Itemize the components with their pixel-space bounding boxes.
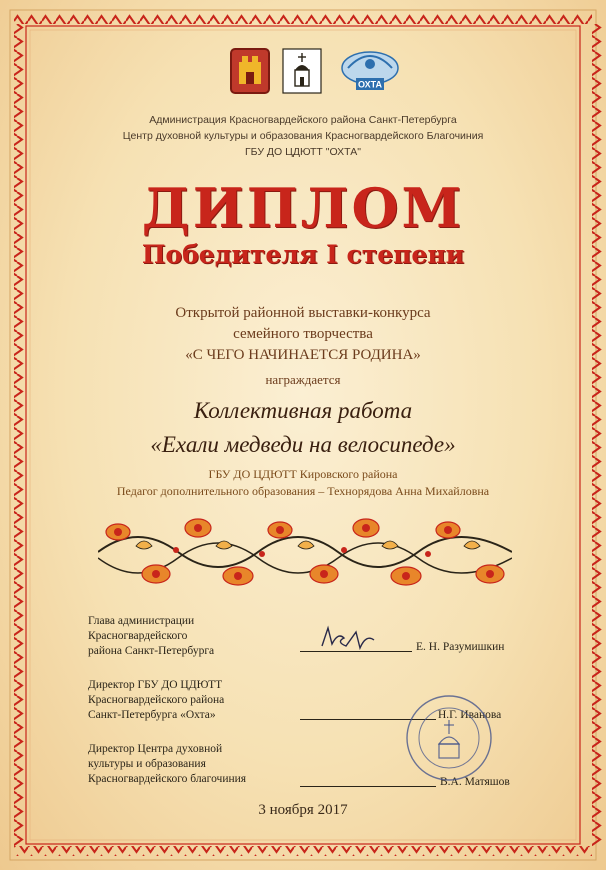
awarded-text: награждается bbox=[265, 372, 341, 387]
signature-2-title-text: Директор ГБУ ДО ЦДЮТТ Красногвардейского района Санкт-Петербурга «Охта» bbox=[88, 679, 225, 721]
signature-2-name: Н.Г. Иванова bbox=[438, 709, 502, 721]
diploma-subtitle: Победителя I степени bbox=[141, 240, 465, 269]
contest-line-3: «С ЧЕГО НАЧИНАЕТСЯ РОДИНА» bbox=[185, 347, 421, 363]
work-block bbox=[0, 394, 606, 462]
okhta-logo bbox=[338, 48, 402, 94]
header-line-3: ГБУ ДО ЦДЮТТ "ОХТА" bbox=[245, 146, 361, 158]
teacher-line-1: ГБУ ДО ЦДЮТТ Кировского района bbox=[208, 467, 398, 481]
signature-1-handwriting bbox=[316, 624, 380, 654]
signature-1-title-text: Глава администрации Красногвардейского района Санкт-Петербурга bbox=[88, 615, 215, 657]
teacher-block bbox=[0, 466, 606, 500]
signature-1-name: Е. Н. Разумишкин bbox=[416, 641, 505, 653]
signature-2-title bbox=[88, 678, 224, 723]
signature-3-title bbox=[88, 742, 246, 787]
issue-date: 3 ноября 2017 bbox=[258, 802, 348, 818]
contest-line-2: семейного творчества bbox=[233, 326, 373, 342]
header-line-1: Администрация Красногвардейского района Санкт-Петербурга bbox=[149, 114, 457, 126]
header-line-2: Центр духовной культуры и образования Красногвардейского Благочиния bbox=[122, 130, 484, 142]
signature-3-line bbox=[300, 786, 436, 787]
signature-1-title bbox=[88, 614, 214, 659]
header-block bbox=[0, 112, 606, 160]
church-emblem-logo bbox=[282, 48, 322, 94]
okhta-logo-text: ОХТА bbox=[357, 79, 383, 90]
district-emblem-logo bbox=[230, 48, 270, 94]
work-line-1: Коллективная работа bbox=[193, 398, 413, 423]
diploma-title: ДИПЛОМ bbox=[141, 176, 465, 240]
signature-3-name: В.А. Матяшов bbox=[440, 776, 510, 788]
signature-3-title-text: Директор Центра духовной культуры и образования Красногвардейского благочиния bbox=[88, 743, 247, 785]
official-stamp bbox=[405, 694, 493, 782]
teacher-line-2: Педагог дополнительного образования – Технорядова Анна Михайловна bbox=[116, 484, 490, 498]
contest-line-1: Открытой районной выставки-конкурса bbox=[175, 305, 431, 321]
floral-ornament bbox=[98, 502, 512, 602]
contest-block bbox=[0, 303, 606, 366]
work-line-2: «Ехали медведи на велосипеде» bbox=[150, 432, 456, 457]
logos-row bbox=[0, 48, 606, 100]
